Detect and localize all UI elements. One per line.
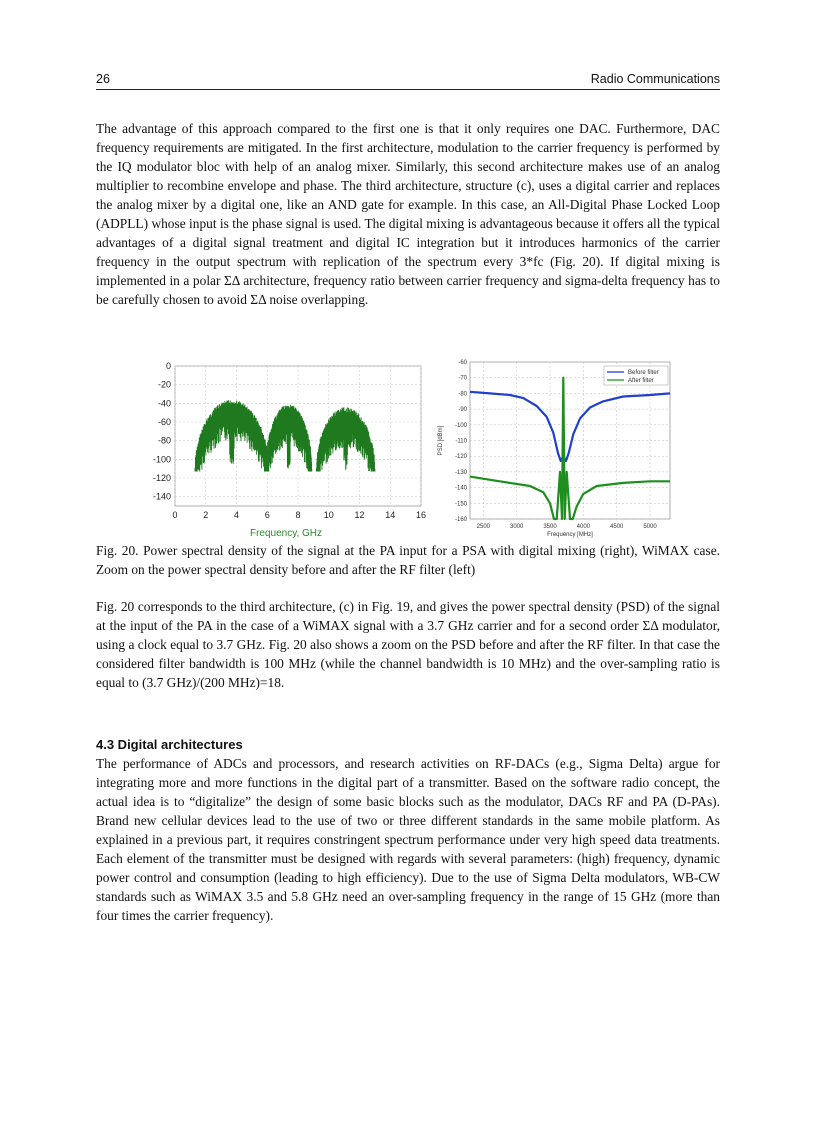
y-tick-label: -60 <box>157 417 171 427</box>
y-tick-label: -100 <box>152 454 171 465</box>
y-tick-label: -120 <box>454 454 467 461</box>
x-tick-label: 3000 <box>509 524 524 530</box>
y-tick-label: -80 <box>157 435 171 446</box>
y-tick-label: -110 <box>455 438 467 445</box>
x-tick-label: 3500 <box>543 524 557 530</box>
x-tick-label: 6 <box>264 510 270 520</box>
y-tick-label: -140 <box>152 491 171 502</box>
y-tick-label: -20 <box>157 379 171 390</box>
y-tick-label: -150 <box>454 501 467 508</box>
x-tick-label: 4 <box>233 510 240 520</box>
y-tick-label: -80 <box>458 391 467 398</box>
figure-caption: Fig. 20. Power spectral density of the signal at the PA input for a PSA with digital mixing (right), WiMAX case. Zoom on the power spectral density before and after the RF filter (left) <box>96 543 720 577</box>
y-tick-label: 0 <box>165 361 171 371</box>
y-tick-label: -100 <box>454 422 467 429</box>
y-tick-label: -90 <box>458 407 467 414</box>
x-tick-label: 14 <box>385 510 396 520</box>
x-tick-label: 0 <box>172 510 178 520</box>
y-axis-label: PSD [dBm] <box>438 425 444 456</box>
section-heading: 4.3 Digital architectures <box>96 737 243 752</box>
x-tick-label: 10 <box>323 510 334 520</box>
running-title: Radio Communications <box>590 72 720 86</box>
figure-left-psd-chart <box>120 356 425 540</box>
x-axis-label: Frequency, GHz <box>249 528 323 539</box>
x-tick-label: 4000 <box>576 524 591 530</box>
paragraph-1: The advantage of this approach compared to the first one is that it only requires one DAC. Furthermore, DAC frequency requirements are mitigated. In the first architecture, modulation to the carrier frequency is performed by the IQ modulator bloc with help of an analog mixer. Similarly, this second architecture makes use of an analog multiplier to recombine envelope and phase. The third architecture, structure (c), uses a digital carrier and replaces the analog mixer by a digital one, like an AND gate for example. In this case, an All-Digital Phase Locked Loop (ADPLL) whose input is the phase signal is used. The digital mixing is advantageous because it offers all the typical advantages of a digital signal treatment and digital IC integration but it introduces harmonics of the carrier frequency in the output spectrum with replication of the spectrum every 3*fc (Fig. 20). If digital mixing is implemented in a polar ΣΔ architecture, frequency ratio between carrier frequency and sigma-delta frequency has to be carefully chosen to avoid ΣΔ noise overlapping. <box>96 121 720 307</box>
y-tick-label: -160 <box>454 517 467 523</box>
legend-label: Before filter <box>628 370 659 376</box>
y-tick-label: -120 <box>152 473 171 483</box>
y-tick-label: -140 <box>454 485 467 492</box>
legend-label: After filter <box>628 378 654 384</box>
paragraph-3: The performance of ADCs and processors, and research activities on RF-DACs (e.g., Sigma Delta) argue for integrating more and more functions in the digital part of a transmitter. Based on the software radio concept, the actual idea is to “digitalize” the design of some basic blocks such as the modulator, DACs RF and PA (D-PAs). Brand new cellular devices lead to the use of two or three different standards in the same mobile platform. As explained in a previous part, it requires constringent spectrum performance under very high speed data treatments. Each element of the transmitter must be designed with regards with several parameters: (high) frequency, dynamic power control and consumption (leading to high efficiency). Due to the use of Sigma Delta modulators, WB-CW standards such as WiMAX 3.5 and 5.8 GHz need an over-sampling frequency in the range of 15 GHz (more than four times the carrier frequency). <box>96 756 720 923</box>
figure-right-psd-chart <box>430 356 680 540</box>
x-tick-label: 16 <box>415 510 427 520</box>
x-tick-label: 8 <box>295 510 301 520</box>
page-number: 26 <box>96 72 110 86</box>
x-axis-label: Frequency [MHz] <box>547 532 593 538</box>
y-tick-label: -70 <box>458 375 467 382</box>
y-tick-label: -130 <box>454 469 467 476</box>
page-header <box>96 70 720 90</box>
x-tick-label: 2500 <box>476 524 491 530</box>
y-tick-label: -60 <box>458 360 467 366</box>
x-tick-label: 4500 <box>609 524 624 530</box>
paragraph-2: Fig. 20 corresponds to the third architecture, (c) in Fig. 19, and gives the power spectral density (PSD) of the signal at the input of the PA in the case of a WiMAX signal with a 3.7 GHz carrier and for a second order ΣΔ modulator, using a clock equal to 3.7 GHz. Fig. 20 also shows a zoom on the PSD before and after the RF filter. In that case the considered filter bandwidth is 100 MHz (while the channel bandwidth is 10 MHz) and the over-sampling ratio is equal to (3.7 GHz)/(200 MHz)=18. <box>96 599 720 690</box>
y-tick-label: -40 <box>157 398 171 409</box>
x-tick-label: 5000 <box>643 524 657 530</box>
x-tick-label: 2 <box>203 510 209 520</box>
x-tick-label: 12 <box>354 510 365 520</box>
